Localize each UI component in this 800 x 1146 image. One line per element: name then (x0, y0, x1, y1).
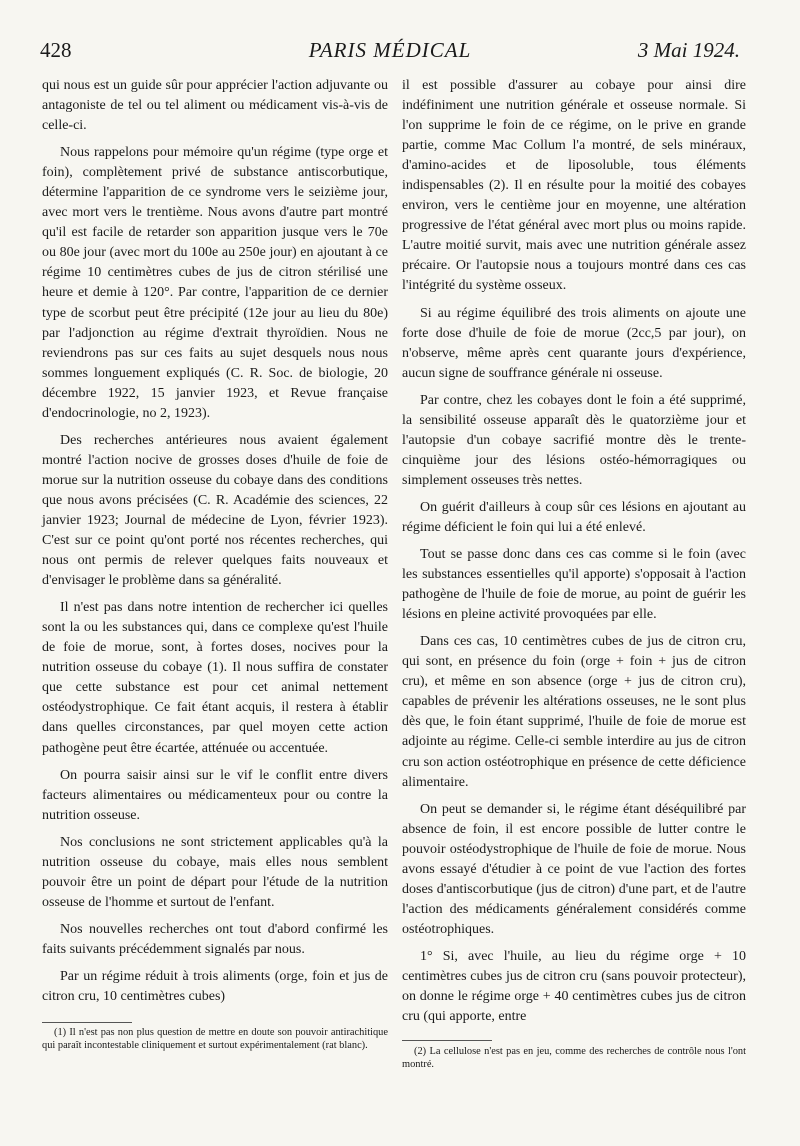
footnote-rule (402, 1040, 492, 1041)
footnote-2: (2) La cellulose n'est pas en jeu, comme des recherches de contrôle nous l'ont montré. (402, 1046, 746, 1070)
footnote-rule (42, 1022, 132, 1023)
paragraph: Par un régime réduit à trois aliments (orge, foin et jus de citron cru, 10 centimètres cubes) (42, 968, 388, 1005)
paragraph: Nos conclusions ne sont strictement applicables qu'à la nutrition osseuse du cobaye, mais elles nous semblent pouvoir être un point de départ pour l'étude de la nutrition osseuse de l'homme et surtout de l'enfant. (42, 834, 388, 910)
page-number: 428 (40, 38, 72, 62)
paragraph: On pourra saisir ainsi sur le vif le conflit entre divers facteurs alimentaires ou médicamenteux pour ou contre la nutrition osseuse. (42, 767, 388, 823)
right-column (402, 76, 746, 1027)
paragraph: Si au régime équilibré des trois aliments on ajoute une forte dose d'huile de foie de morue (2cc,5 par jour), on n'observe, même après cent quarante jours d'expérience, aucun signe de souffrance générale ni osseuse. (402, 305, 746, 381)
paragraph: il est possible d'assurer au cobaye pour ainsi dire indéfiniment une nutrition générale et osseuse normale. Si l'on supprime le foin de ce régime, on le prive en grande partie, comme Mac Collum l'a montré, de sels minéraux, d'amino-acides et de liposoluble, tous éléments indispensables (2). Il en résulte pour la moitié des cobayes environ, vers le centième jour en moyenne, une altération progressive de l'état général avec mort plus ou moins rapide. L'autre moitié survit, mais avec une nutrition générale assez précaire. Or l'autopsie nous a toujours montré dans ces cas l'intégrité du système osseux. (402, 78, 746, 294)
paragraph: Des recherches antérieures nous avaient également montré l'action nocive de grosses doses d'huile de foie de morue sur la nutrition osseuse du cobaye dans des conditions que nous avons précisées (C. R. Académie des sciences, 22 janvier 1923; Journal de médecine de Lyon, février 1923). C'est sur ce point qu'ont porté nos récentes recherches, qui nous ont permis de relever quelques faits nouveaux et d'envisager le problème dans sa généralité. (42, 432, 388, 589)
paragraph: qui nous est un guide sûr pour apprécier l'action adjuvante ou antagoniste de tel ou tel aliment ou médicament vis-à-vis de celle-ci. (42, 78, 388, 134)
left-column (42, 76, 388, 1007)
paragraph: Tout se passe donc dans ces cas comme si le foin (avec les substances essentielles qu'il apporte) s'opposait à l'action pathogène de l'huile de foie de morue, au point de guérir les lésions en pleine activité provoquées par elle. (402, 547, 746, 623)
page-header (40, 38, 740, 68)
paragraph: Nous rappelons pour mémoire qu'un régime (type orge et foin), complètement privé de substance antiscorbutique, détermine l'apparition de ce syndrome vers le seizième jour, avec mort vers le trentième. Nous avons d'autre part montré qu'il est facile de retarder son apparition jusque vers le 70e ou 80e jour (avec mort du 100e au 250e jour) en ajoutant à ce régime 10 centimètres cubes de jus de citron stérilisé une heure et demie à 120°. Par contre, l'apparition de ce dernier type de scorbut peut être précipité (12e jour au lieu du 80e) par l'adjonction au régime d'extrait thyroïdien. Nous ne reviendrons pas sur ces faits au sujet desquels nous nous sommes longuement expliqués (C. R. Soc. de biologie, 20 décembre 1922, 15 janvier 1923, et Revue française d'endocrinologie, no 2, 1923). (42, 145, 388, 421)
footnote-1: (1) Il n'est pas non plus question de mettre en doute son pouvoir antirachitique qui paraît incontestable cliniquement et surtout expérimentalement (rat blanc). (42, 1027, 388, 1051)
paragraph: Nos nouvelles recherches ont tout d'abord confirmé les faits suivants précédemment signalés par nous. (42, 921, 388, 957)
issue-date: 3 Mai 1924. (637, 38, 740, 62)
paragraph: On guérit d'ailleurs à coup sûr ces lésions en ajoutant au régime déficient le foin qui lui a été enlevé. (402, 499, 746, 535)
paragraph: Dans ces cas, 10 centimètres cubes de jus de citron cru, qui sont, en présence du foin (orge + foin + jus de citron cru), et même en son absence (orge + jus de citron cru), capables de prévenir les altérations osseuses, ne le sont plus dès que, le foin étant supprimé, l'huile de foie de morue est adjointe au régime. Celle-ci semble interdire au jus de citron cru son action ostéotrophique en présence de cette déficience alimentaire. (402, 634, 746, 790)
paragraph: 1° Si, avec l'huile, au lieu du régime orge + 10 centimètres cubes jus de citron cru (sans pouvoir protecteur), on donne le régime orge + 40 centimètres cubes jus de citron cru (qui apporte, entre (402, 948, 746, 1025)
paragraph: Par contre, chez les cobayes dont le foin a été supprimé, la sensibilité osseuse apparaît dès le quatorzième jour et l'autopsie d'un cobaye sacrifié montre dès le trente-cinquième jour des lésions ostéo-hémorragiques ou simplement osseuses très nettes. (402, 392, 746, 488)
journal-title: PARIS MÉDICAL (308, 38, 472, 62)
paragraph: On peut se demander si, le régime étant déséquilibré par absence de foin, il est encore possible de lutter contre le pouvoir ostéodystrophique de l'huile de foie de morue. Nous avons essayé d'étudier à ce point de vue l'action des fortes doses d'antiscorbutique (jus de citron) d'une part, et de l'autre l'action des médicaments généralement considérés comme ostéotrophiques. (402, 801, 746, 937)
paragraph: Il n'est pas dans notre intention de rechercher ici quelles sont la ou les substances qui, dans ce complexe qu'est l'huile de foie de morue, sont, à fortes doses, nocives pour la nutrition osseuse du cobaye (1). Il nous suffira de constater que cette substance est pour cet animal nettement ostéodystrophique. Ce fait étant acquis, il restera à établir dans quelles circonstances, par quel moyen cette action pathogène peut être écartée, atténuée ou accentuée. (42, 600, 388, 756)
